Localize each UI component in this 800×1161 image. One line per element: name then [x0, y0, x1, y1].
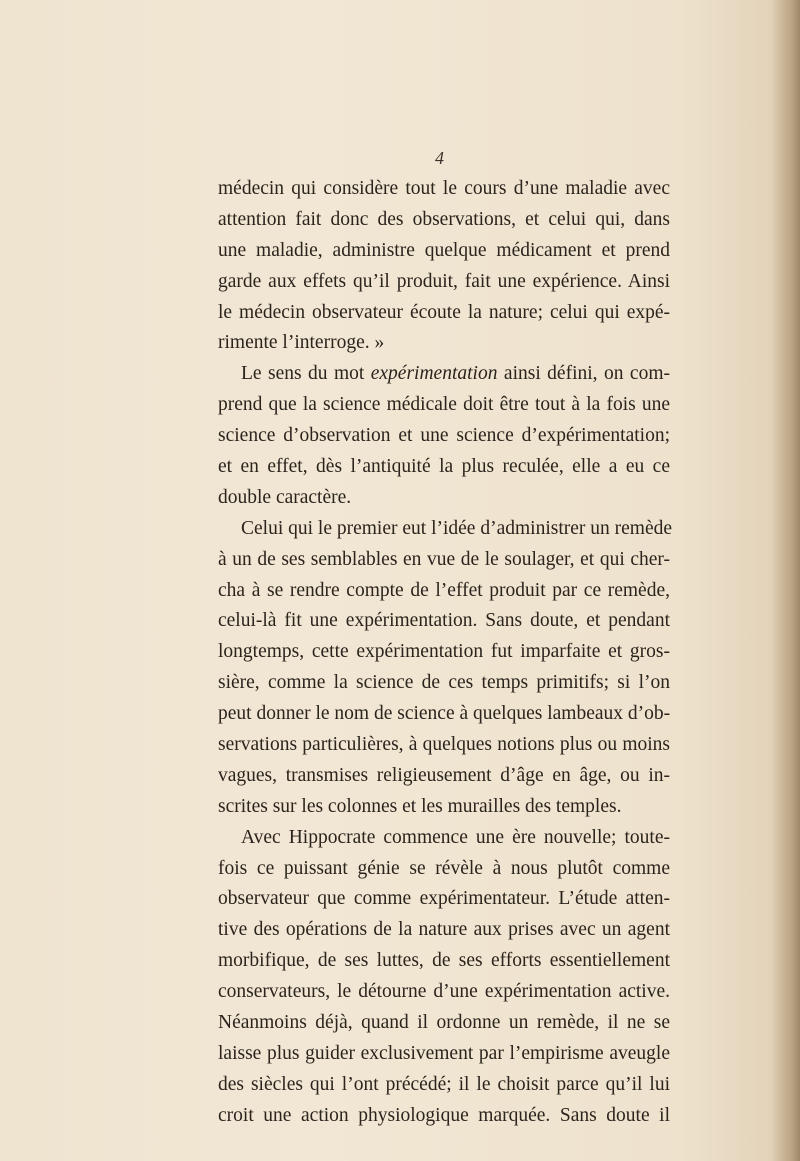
text-line: croit une action physiologique marquée. Sans doute il — [218, 1104, 670, 1126]
text-line: scrites sur les colonnes et les murailles des temples. — [218, 795, 622, 817]
text-line: et en effet, dès l’antiquité la plus reculée, elle a eu ce — [218, 456, 670, 478]
text-line: laisse plus guider exclusivement par l’empirisme aveugle — [218, 1042, 670, 1064]
text-line: cha à se rendre compte de l’effet produit par ce remède, — [218, 579, 670, 601]
body-text — [218, 174, 673, 1132]
text-line: attention fait donc des observations, et celui qui, dans — [218, 208, 670, 230]
text-line: tive des opérations de la nature aux prises avec un agent — [218, 919, 670, 941]
text-line: Néanmoins déjà, quand il ordonne un remède, il ne se — [218, 1012, 670, 1034]
text-line: peut donner le nom de science à quelques lambeaux d’ob- — [218, 703, 671, 725]
paragraph-2 — [218, 359, 670, 513]
page-edge-shadow — [772, 0, 800, 1161]
text-line: des siècles qui l’ont précédé; il le choisit parce qu’il lui — [218, 1073, 670, 1095]
text-line: conservateurs, le détourne d’une expérimentation active. — [218, 981, 670, 1003]
text-line: médecin qui considère tout le cours d’une maladie avec — [218, 178, 670, 199]
paragraph-3 — [218, 514, 673, 823]
text-line: sière, comme la science de ces temps primitifs; si l’on — [218, 672, 670, 694]
text-line-with-italic: Le sens du mot expérimentation ainsi défini, on com- — [241, 363, 670, 385]
text-line: rimente l’interroge. » — [218, 332, 385, 354]
text-line: fois ce puissant génie se révèle à nous plutôt comme — [218, 857, 670, 879]
text-line: Celui qui le premier eut l’idée d’administrer un remède — [241, 517, 673, 539]
text-line: vagues, transmises religieusement d’âge en âge, ou in- — [218, 764, 670, 786]
text-line: servations particulières, à quelques notions plus ou moins — [218, 734, 670, 756]
text-line: morbifique, de ses luttes, de ses efforts essentiellement — [218, 950, 670, 972]
text-line: longtemps, cette expérimentation fut imparfaite et gros- — [218, 641, 670, 663]
text-line: à un de ses semblables en vue de le soulager, et qui cher- — [218, 548, 670, 570]
text-line: Avec Hippocrate commence une ère nouvelle; toute- — [241, 826, 670, 848]
text-line: science d’observation et une science d’expérimentation; — [218, 425, 670, 447]
text-line: une maladie, administre quelque médicament et prend — [218, 239, 670, 261]
text-line: garde aux effets qu’il produit, fait une expérience. Ainsi — [218, 270, 670, 292]
text-line: observateur que comme expérimentateur. L’étude atten- — [218, 888, 670, 910]
paragraph-4 — [218, 823, 670, 1132]
text-line: prend que la science médicale doit être tout à la fois une — [218, 394, 670, 416]
paragraph-1 — [218, 174, 670, 359]
text-line: le médecin observateur écoute la nature; celui qui expé- — [218, 301, 670, 323]
italic-term: expérimentation — [370, 363, 498, 385]
text-line: double caractère. — [218, 486, 352, 508]
page-number: 4 — [435, 148, 444, 168]
text-line: celui-là fit une expérimentation. Sans doute, et pendant — [218, 610, 670, 632]
